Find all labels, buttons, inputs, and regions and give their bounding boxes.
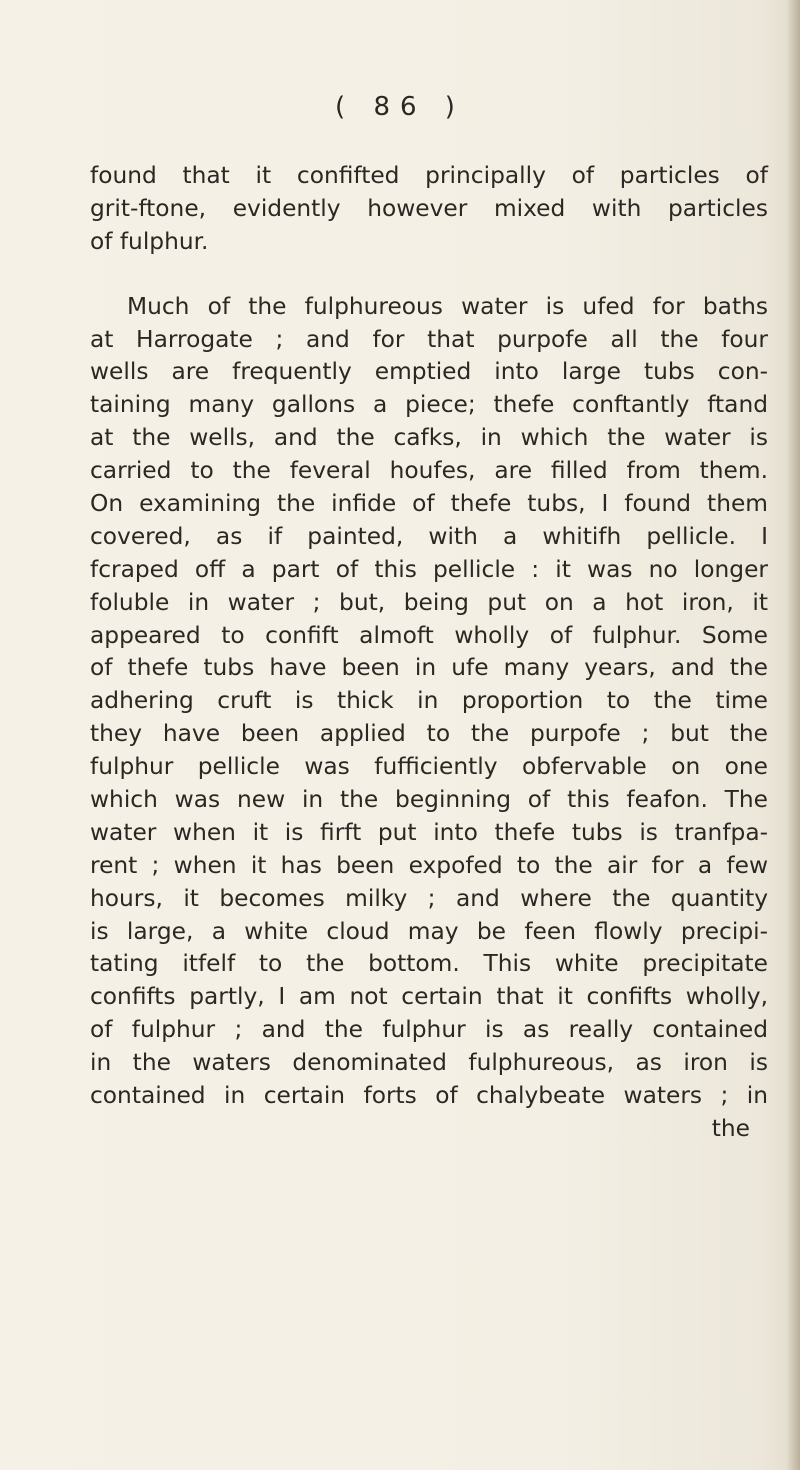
text-line: foluble in water ; but, being put on a hot iron, it <box>90 588 768 616</box>
text-line: at Harrogate ; and for that purpofe all the four <box>90 325 768 353</box>
text-line: taining many gallons a piece; thefe conftantly ftand <box>90 391 768 419</box>
paragraph-1 <box>90 160 780 259</box>
text-line: in the waters denominated fulphureous, as iron is <box>90 1049 768 1077</box>
text-line: tating itfelf to the bottom. This white precipitate <box>90 950 768 978</box>
text-line: confifts partly, I am not certain that it confifts wholly, <box>90 983 768 1011</box>
text-line: covered, as if painted, with a whitifh pellicle. I <box>90 522 768 550</box>
page-binding-edge <box>786 0 800 1470</box>
text-line: is large, a white cloud may be feen flowly precipi- <box>90 917 768 945</box>
text-line: contained in certain forts of chalybeate waters ; in <box>90 1082 768 1110</box>
text-line: of thefe tubs have been in ufe many years, and the <box>90 654 768 682</box>
catchword: the <box>711 1114 750 1142</box>
text-line: found that it confifted principally of particles of <box>90 162 768 189</box>
paragraph-gap <box>90 259 780 291</box>
text-line: Much of the fulphureous water is ufed for baths <box>127 292 768 320</box>
text-line: of fulphur. <box>90 227 209 255</box>
text-line: grit-ftone, evidently however mixed with particles <box>90 194 768 222</box>
page-number: ( 86 ) <box>335 92 465 122</box>
text-line: wells are frequently emptied into large tubs con- <box>90 358 768 386</box>
text-line: of fulphur ; and the fulphur is as really contained <box>90 1016 768 1044</box>
text-line: hours, it becomes milky ; and where the quantity <box>90 884 768 912</box>
text-line: water when it is firft put into thefe tubs is tranfpa- <box>90 818 768 846</box>
text-line: which was new in the beginning of this feafon. The <box>90 786 768 814</box>
body-text <box>90 160 780 1146</box>
text-line: fcraped off a part of this pellicle : it was no longer <box>90 555 768 583</box>
text-line: at the wells, and the cafks, in which the water is <box>90 424 768 452</box>
text-line: appeared to confift almoft wholly of fulphur. Some <box>90 621 768 649</box>
text-line: On examining the infide of thefe tubs, I found them <box>90 490 768 518</box>
text-line: adhering cruft is thick in proportion to the time <box>90 687 768 715</box>
paragraph-2 <box>90 291 780 1113</box>
text-line: they have been applied to the purpofe ; but the <box>90 720 768 748</box>
text-line: fulphur pellicle was fufficiently obfervable on one <box>90 753 768 781</box>
text-line: carried to the feveral houfes, are filled from them. <box>90 457 768 485</box>
text-line: rent ; when it has been expofed to the air for a few <box>90 851 768 879</box>
